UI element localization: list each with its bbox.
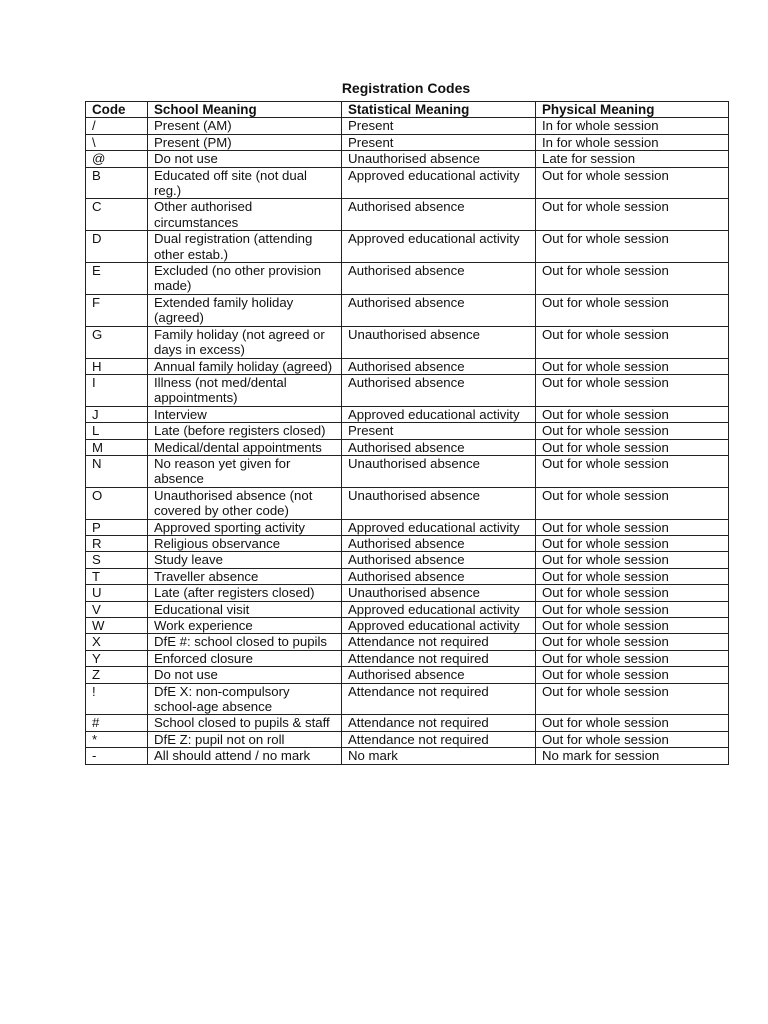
cell-school-meaning: Interview — [148, 406, 342, 422]
table-row — [86, 374, 729, 406]
cell-code: B — [86, 167, 148, 199]
cell-physical-meaning: No mark for session — [536, 748, 729, 764]
table-row — [86, 263, 729, 295]
cell-code: I — [86, 374, 148, 406]
cell-school-meaning: Illness (not med/dental appointments) — [148, 374, 342, 406]
cell-physical-meaning: Out for whole session — [536, 167, 729, 199]
cell-statistical-meaning: Authorised absence — [342, 374, 536, 406]
table-row — [86, 683, 729, 715]
cell-school-meaning: School closed to pupils & staff — [148, 715, 342, 731]
table-row — [86, 231, 729, 263]
table-row — [86, 423, 729, 439]
cell-school-meaning: DfE Z: pupil not on roll — [148, 731, 342, 747]
cell-physical-meaning: Out for whole session — [536, 585, 729, 601]
cell-physical-meaning: Out for whole session — [536, 683, 729, 715]
cell-statistical-meaning: Approved educational activity — [342, 231, 536, 263]
cell-statistical-meaning: Unauthorised absence — [342, 487, 536, 519]
cell-code: - — [86, 748, 148, 764]
table-row — [86, 552, 729, 568]
cell-statistical-meaning: Authorised absence — [342, 439, 536, 455]
cell-code: C — [86, 199, 148, 231]
cell-code: F — [86, 294, 148, 326]
cell-code: D — [86, 231, 148, 263]
table-row — [86, 634, 729, 650]
header-code: Code — [86, 102, 148, 118]
table-row — [86, 585, 729, 601]
cell-physical-meaning: In for whole session — [536, 118, 729, 134]
cell-statistical-meaning: No mark — [342, 748, 536, 764]
table-row — [86, 294, 729, 326]
cell-statistical-meaning: Present — [342, 134, 536, 150]
cell-code: @ — [86, 151, 148, 167]
cell-code: H — [86, 358, 148, 374]
cell-physical-meaning: Out for whole session — [536, 199, 729, 231]
cell-physical-meaning: Out for whole session — [536, 519, 729, 535]
cell-code: E — [86, 263, 148, 295]
cell-physical-meaning: Out for whole session — [536, 618, 729, 634]
header-statistical-meaning: Statistical Meaning — [342, 102, 536, 118]
cell-physical-meaning: Out for whole session — [536, 406, 729, 422]
table-row — [86, 667, 729, 683]
cell-statistical-meaning: Approved educational activity — [342, 601, 536, 617]
cell-statistical-meaning: Approved educational activity — [342, 406, 536, 422]
cell-physical-meaning: Out for whole session — [536, 374, 729, 406]
table-row — [86, 601, 729, 617]
table-row — [86, 358, 729, 374]
cell-statistical-meaning: Unauthorised absence — [342, 585, 536, 601]
cell-code: Z — [86, 667, 148, 683]
cell-statistical-meaning: Unauthorised absence — [342, 326, 536, 358]
cell-physical-meaning: Late for session — [536, 151, 729, 167]
cell-school-meaning: DfE X: non-compulsory school-age absence — [148, 683, 342, 715]
cell-statistical-meaning: Unauthorised absence — [342, 455, 536, 487]
header-school-meaning: School Meaning — [148, 102, 342, 118]
cell-physical-meaning: Out for whole session — [536, 455, 729, 487]
cell-school-meaning: Family holiday (not agreed or days in excess) — [148, 326, 342, 358]
cell-code: # — [86, 715, 148, 731]
cell-statistical-meaning: Approved educational activity — [342, 618, 536, 634]
cell-school-meaning: Traveller absence — [148, 568, 342, 584]
table-row — [86, 748, 729, 764]
table-row — [86, 618, 729, 634]
cell-school-meaning: Educated off site (not dual reg.) — [148, 167, 342, 199]
cell-school-meaning: Late (after registers closed) — [148, 585, 342, 601]
cell-school-meaning: Medical/dental appointments — [148, 439, 342, 455]
cell-physical-meaning: Out for whole session — [536, 423, 729, 439]
cell-school-meaning: Unauthorised absence (not covered by other code) — [148, 487, 342, 519]
cell-physical-meaning: Out for whole session — [536, 568, 729, 584]
cell-physical-meaning: Out for whole session — [536, 231, 729, 263]
cell-statistical-meaning: Present — [342, 118, 536, 134]
cell-code: T — [86, 568, 148, 584]
cell-statistical-meaning: Authorised absence — [342, 263, 536, 295]
table-body — [86, 118, 729, 764]
table-row — [86, 406, 729, 422]
registration-codes-table — [85, 101, 729, 765]
cell-statistical-meaning: Authorised absence — [342, 358, 536, 374]
cell-code: L — [86, 423, 148, 439]
cell-code: / — [86, 118, 148, 134]
table-row — [86, 519, 729, 535]
table-row — [86, 326, 729, 358]
table-row — [86, 731, 729, 747]
cell-code: ! — [86, 683, 148, 715]
cell-physical-meaning: Out for whole session — [536, 601, 729, 617]
table-row — [86, 568, 729, 584]
cell-statistical-meaning: Attendance not required — [342, 715, 536, 731]
cell-statistical-meaning: Authorised absence — [342, 552, 536, 568]
cell-physical-meaning: Out for whole session — [536, 535, 729, 551]
cell-code: * — [86, 731, 148, 747]
table-row — [86, 167, 729, 199]
cell-physical-meaning: Out for whole session — [536, 715, 729, 731]
cell-school-meaning: Study leave — [148, 552, 342, 568]
cell-statistical-meaning: Approved educational activity — [342, 519, 536, 535]
cell-school-meaning: Enforced closure — [148, 650, 342, 666]
cell-school-meaning: Approved sporting activity — [148, 519, 342, 535]
cell-school-meaning: Dual registration (attending other estab.) — [148, 231, 342, 263]
table-row — [86, 439, 729, 455]
cell-code: Y — [86, 650, 148, 666]
cell-statistical-meaning: Attendance not required — [342, 731, 536, 747]
cell-statistical-meaning: Authorised absence — [342, 294, 536, 326]
cell-statistical-meaning: Present — [342, 423, 536, 439]
table-row — [86, 151, 729, 167]
cell-code: O — [86, 487, 148, 519]
cell-physical-meaning: Out for whole session — [536, 263, 729, 295]
table-row — [86, 118, 729, 134]
cell-code: R — [86, 535, 148, 551]
cell-physical-meaning: Out for whole session — [536, 326, 729, 358]
cell-school-meaning: Do not use — [148, 151, 342, 167]
cell-statistical-meaning: Authorised absence — [342, 568, 536, 584]
cell-school-meaning: Annual family holiday (agreed) — [148, 358, 342, 374]
cell-statistical-meaning: Attendance not required — [342, 634, 536, 650]
table-row — [86, 199, 729, 231]
cell-code: P — [86, 519, 148, 535]
cell-physical-meaning: Out for whole session — [536, 358, 729, 374]
cell-statistical-meaning: Authorised absence — [342, 199, 536, 231]
cell-code: S — [86, 552, 148, 568]
cell-school-meaning: Do not use — [148, 667, 342, 683]
cell-school-meaning: Present (AM) — [148, 118, 342, 134]
table-row — [86, 455, 729, 487]
cell-statistical-meaning: Authorised absence — [342, 667, 536, 683]
cell-school-meaning: Religious observance — [148, 535, 342, 551]
cell-statistical-meaning: Unauthorised absence — [342, 151, 536, 167]
cell-school-meaning: Present (PM) — [148, 134, 342, 150]
cell-physical-meaning: Out for whole session — [536, 634, 729, 650]
cell-school-meaning: No reason yet given for absence — [148, 455, 342, 487]
table-row — [86, 715, 729, 731]
header-physical-meaning: Physical Meaning — [536, 102, 729, 118]
cell-code: \ — [86, 134, 148, 150]
cell-code: M — [86, 439, 148, 455]
cell-code: G — [86, 326, 148, 358]
cell-school-meaning: Extended family holiday (agreed) — [148, 294, 342, 326]
cell-statistical-meaning: Approved educational activity — [342, 167, 536, 199]
cell-code: N — [86, 455, 148, 487]
cell-physical-meaning: Out for whole session — [536, 487, 729, 519]
cell-school-meaning: All should attend / no mark — [148, 748, 342, 764]
cell-physical-meaning: Out for whole session — [536, 552, 729, 568]
cell-school-meaning: Late (before registers closed) — [148, 423, 342, 439]
table-row — [86, 535, 729, 551]
table-row — [86, 487, 729, 519]
page-title: Registration Codes — [341, 80, 471, 96]
table-header-row — [86, 102, 729, 118]
cell-code: V — [86, 601, 148, 617]
cell-physical-meaning: Out for whole session — [536, 439, 729, 455]
cell-physical-meaning: Out for whole session — [536, 650, 729, 666]
cell-school-meaning: DfE #: school closed to pupils — [148, 634, 342, 650]
cell-physical-meaning: Out for whole session — [536, 731, 729, 747]
table-row — [86, 134, 729, 150]
cell-code: X — [86, 634, 148, 650]
table-row — [86, 650, 729, 666]
cell-code: W — [86, 618, 148, 634]
cell-physical-meaning: In for whole session — [536, 134, 729, 150]
cell-statistical-meaning: Attendance not required — [342, 683, 536, 715]
cell-school-meaning: Other authorised circumstances — [148, 199, 342, 231]
cell-statistical-meaning: Attendance not required — [342, 650, 536, 666]
cell-school-meaning: Work experience — [148, 618, 342, 634]
cell-school-meaning: Educational visit — [148, 601, 342, 617]
cell-physical-meaning: Out for whole session — [536, 667, 729, 683]
cell-statistical-meaning: Authorised absence — [342, 535, 536, 551]
cell-code: U — [86, 585, 148, 601]
cell-school-meaning: Excluded (no other provision made) — [148, 263, 342, 295]
cell-code: J — [86, 406, 148, 422]
cell-physical-meaning: Out for whole session — [536, 294, 729, 326]
